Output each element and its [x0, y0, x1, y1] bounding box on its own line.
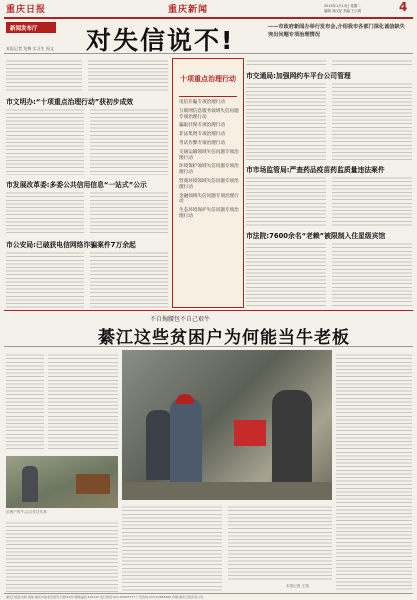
photo-caption: 贫困户的牛,由合作社代养	[6, 510, 47, 514]
article-title: 市市场监管局:严查药品疫苗药监质量违法案件	[246, 166, 385, 174]
photo-ground	[122, 482, 332, 500]
lead-body-mid	[88, 58, 168, 93]
lead-rule	[4, 53, 413, 54]
sidebar-item: 交通运输领域失信问题专项治理行动	[179, 149, 239, 161]
sidebar-box	[172, 58, 244, 308]
article-body	[90, 250, 168, 308]
lead-body-left	[6, 58, 82, 93]
sidebar-item: 骗取社保专项治理行动	[179, 123, 225, 129]
section-title: 重庆新闻	[168, 5, 209, 15]
sidebar-item: 电信诈骗专项治理行动	[179, 100, 225, 105]
photo-cart	[76, 474, 110, 494]
feature-rule	[4, 346, 413, 347]
footer-rule	[4, 593, 413, 594]
masthead-rule	[4, 17, 413, 19]
feature-body	[228, 504, 332, 582]
editor-line: 编辑 刘汉民 美编 王大明	[324, 9, 362, 13]
article-body	[90, 107, 168, 175]
feature-body	[6, 520, 118, 592]
photo-figure	[170, 398, 202, 490]
feature-body	[48, 352, 118, 452]
article-body	[6, 250, 84, 308]
lead-subhead: ——市政府新闻办举行发布会,介绍我市各部门深化诚信缺失突出问题专项治理情况	[268, 24, 405, 38]
lead-intro: 本报记者 龙搏 实习生 周文	[6, 46, 54, 51]
masthead	[0, 0, 417, 18]
feature-secondary-photo	[6, 456, 118, 508]
page-number: 4	[399, 0, 408, 14]
sidebar-list	[179, 100, 239, 223]
sidebar-item: 考试作弊专项治理行动	[179, 140, 225, 146]
sidebar-item: 金融领域失信问题专项治理行动	[179, 193, 239, 205]
newspaper-logo: 重庆日报	[6, 5, 47, 15]
sidebar-item: 营商环境领域失信问题专项治理行动	[179, 178, 239, 190]
photo-hat	[176, 394, 194, 404]
article-body	[246, 81, 326, 161]
sidebar-rule	[179, 96, 237, 97]
article-body	[246, 58, 326, 68]
photo-figure	[272, 390, 312, 490]
footer-imprint: 重庆日报社出版 地址:重庆市渝北区同茂大道416号 邮政编码:401120 发行热线:023-63907777 广告热线:023-63856666 印刷:重庆日报印务公司	[6, 594, 204, 599]
feature-kicker: 不自掏腰包不自己艰牛	[150, 316, 211, 323]
article-body	[6, 107, 84, 175]
sidebar-item: 非法集资专项治理行动	[179, 132, 225, 138]
lead-headline: 对失信说不!	[86, 26, 235, 55]
section-divider	[4, 310, 413, 311]
column-tag-label: 新闻发布厅	[10, 26, 38, 32]
article-body	[6, 190, 84, 235]
feature-body	[6, 352, 44, 452]
article-title: 市发展改革委:多委公共信用信息“一站式”公示	[6, 181, 147, 189]
feature-byline: 本报记者 王翔	[286, 584, 309, 588]
article-body	[246, 241, 326, 307]
date-line: 2015年1月13日 星期二	[324, 4, 361, 8]
photo-sign	[234, 420, 266, 446]
sidebar-item: 环境保护领域失信问题专项治理行动	[179, 164, 239, 176]
article-body	[332, 241, 412, 307]
photo-figure	[22, 466, 38, 502]
article-title: 市公安局:已破获电信网络诈骗案件7万余起	[6, 241, 136, 249]
article-body	[332, 175, 412, 227]
column-tag	[6, 22, 56, 33]
feature-body	[122, 504, 222, 592]
sidebar-item: 生态环境保护失信问题专项治理行动	[179, 208, 239, 219]
article-body	[332, 81, 412, 161]
article-title: 市法院:7600余名“老赖”被限制入住星级宾馆	[246, 232, 386, 240]
article-body	[90, 190, 168, 235]
sidebar-item: 互联网信息服务领域失信问题专项治理行动	[179, 108, 239, 120]
sidebar-title: 十项重点治理行动	[180, 75, 236, 83]
article-title: 市文明办:“十项重点治理行动”获初步成效	[6, 98, 134, 106]
article-body	[332, 58, 412, 68]
feature-body	[336, 352, 412, 592]
feature-headline: 綦江这些贫困户为何能当牛老板	[98, 328, 350, 348]
article-body	[246, 175, 326, 227]
article-title: 市交通局:加强网约车平台公司管理	[246, 72, 351, 80]
feature-photo	[122, 350, 332, 500]
photo-figure	[146, 410, 172, 480]
